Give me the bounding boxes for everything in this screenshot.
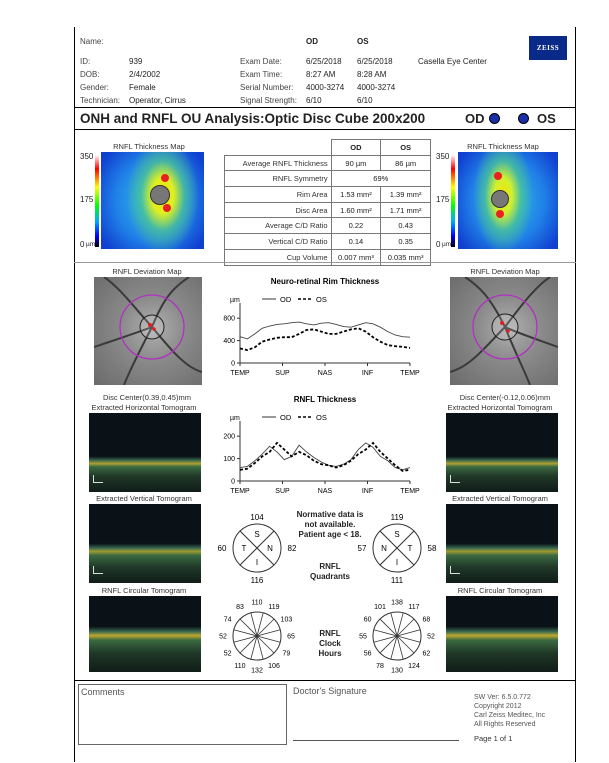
od-disc-marker <box>150 185 170 205</box>
od-hotspot-superior <box>161 174 169 182</box>
clock-label-1: RNFL <box>319 629 341 638</box>
od-clock-hour-value: 106 <box>268 662 280 670</box>
rnfl-chart-ytick-label: 200 <box>223 433 235 441</box>
os-serial: 4000-3274 <box>357 83 396 92</box>
title-bottom-line <box>74 129 576 130</box>
rim-chart-legend-os: OS <box>316 295 327 304</box>
exam-time-label: Exam Time: <box>240 70 283 79</box>
os-circular-tomogram <box>446 596 558 672</box>
od-circular-tomogram-title: RNFL Circular Tomogram <box>101 586 187 595</box>
row-od: 0.007 mm³ <box>331 249 381 265</box>
od-clock-hour-value: 110 <box>234 662 246 670</box>
dob-value: 2/4/2002 <box>129 70 161 79</box>
rnfl-chart-xtick-label: NAS <box>317 488 333 495</box>
row-os: 86 µm <box>381 155 431 171</box>
center-name: Casella Eye Center <box>418 57 487 66</box>
os-clock-hour-value: 138 <box>391 599 403 607</box>
od-clock-hour-value: 79 <box>282 650 291 658</box>
sw-version: SW Ver: 6.5.0.772 <box>474 694 531 701</box>
os-clock-hour-value: 130 <box>391 667 403 675</box>
od-hotspot-inferior <box>163 204 171 212</box>
od-quad-value-s: 104 <box>250 513 264 522</box>
os-exam-date: 6/25/2018 <box>357 57 393 66</box>
os-signal: 6/10 <box>357 96 373 105</box>
row-name: Vertical C/D Ratio <box>225 234 332 250</box>
clock-label-2: Clock <box>319 639 341 648</box>
os-hotspot-superior <box>494 172 502 180</box>
rim-chart-title: Neuro-retinal Rim Thickness <box>270 277 380 286</box>
od-exam-date: 6/25/2018 <box>306 57 342 66</box>
row-od: 0.22 <box>331 218 381 234</box>
od-quad-letter-i: I <box>255 558 259 567</box>
row-name: RNFL Symmetry <box>225 171 332 187</box>
od-exam-time: 8:27 AM <box>306 70 336 79</box>
od-clock-hour-value: 119 <box>268 604 280 612</box>
od-thickness-map-title: RNFL Thickness Map <box>113 142 185 151</box>
os-clock-hour-value: 52 <box>427 633 435 641</box>
od-htomo-scale-icon <box>93 475 103 483</box>
comments-label: Comments <box>81 687 125 697</box>
od-quad-value-t: 60 <box>217 544 227 553</box>
od-column-header: OD <box>306 37 318 46</box>
divider-1 <box>74 262 576 263</box>
row-od: 1.60 mm² <box>331 202 381 218</box>
os-color-scale <box>451 155 455 247</box>
od-clock-hour-value: 132 <box>251 667 263 675</box>
rnfl-chart-series-od <box>240 443 410 470</box>
od-quad-letter-t: T <box>241 544 247 553</box>
od-clock-hour-value: 65 <box>287 633 295 641</box>
report-title: ONH and RNFL OU Analysis:Optic Disc Cube 200x200 <box>80 111 426 126</box>
od-scale-top: 350 <box>80 152 94 161</box>
rim-chart-xtick-label: TEMP <box>400 370 420 377</box>
table-corner <box>225 140 332 156</box>
od-vertical-tomogram <box>89 504 201 583</box>
rnfl-chart-legend-od: OD <box>280 413 292 422</box>
os-disc-center: Disc Center(-0.12,0.06)mm <box>459 393 551 402</box>
os-scale-top: 350 <box>436 152 450 161</box>
gender-value: Female <box>129 83 156 92</box>
measurement-table <box>224 139 431 266</box>
od-clock-hour-value: 110 <box>251 599 263 607</box>
row-os: 1.39 mm² <box>381 187 431 203</box>
rnfl-chart-legend-os: OS <box>316 413 327 422</box>
title-os: OS <box>537 111 556 126</box>
os-htomo-scale-icon <box>450 475 460 483</box>
rnfl-chart-ylabel: µm <box>230 415 240 422</box>
table-row <box>225 187 431 203</box>
os-deviation-overlay <box>450 277 558 385</box>
table-row <box>225 202 431 218</box>
row-os: 0.35 <box>381 234 431 250</box>
table-header-row <box>225 140 431 156</box>
os-quad-letter-s: S <box>394 530 400 539</box>
os-clock-hour-value: 68 <box>422 616 431 624</box>
technician-value: Operator, Cirrus <box>129 96 186 105</box>
row-name: Average RNFL Thickness <box>225 155 332 171</box>
od-vtomo-scale-icon <box>93 566 103 574</box>
os-horizontal-tomogram-title: Extracted Horizontal Tomogram <box>447 403 553 412</box>
od-vertical-tomogram-title: Extracted Vertical Tomogram <box>96 494 192 503</box>
os-quad-value-n: 58 <box>427 544 437 553</box>
normative-note-1: Normative data is <box>296 510 364 519</box>
id-value: 939 <box>129 57 143 66</box>
quadrants-label-2: Quadrants <box>309 572 350 581</box>
rim-chart-series-os <box>240 328 410 350</box>
rnfl-chart-series-os <box>240 443 410 471</box>
os-clock-hour-value: 101 <box>374 604 386 612</box>
row-name: Rim Area <box>225 187 332 203</box>
os-scale-bottom: 0 <box>436 240 441 249</box>
row-od: 90 µm <box>331 155 381 171</box>
signature-line <box>293 740 459 741</box>
signature-label: Doctor's Signature <box>293 686 367 696</box>
rim-thickness-chart <box>210 275 440 387</box>
table-col-os: OS <box>381 140 431 156</box>
row-name: Disc Area <box>225 202 332 218</box>
rim-chart-legend-od: OD <box>280 295 292 304</box>
dob-label: DOB: <box>80 70 100 79</box>
rim-chart-series-od <box>240 322 410 339</box>
od-scale-bottom: 0 <box>80 240 85 249</box>
rim-chart-ytick-label: 400 <box>223 338 235 346</box>
os-exam-time: 8:28 AM <box>357 70 387 79</box>
row-name: Cup Volume <box>225 249 332 265</box>
od-color-scale <box>95 155 99 247</box>
od-deviation-map <box>94 277 202 385</box>
row-os: 0.43 <box>381 218 431 234</box>
os-hotspot-inferior <box>496 210 504 218</box>
os-quad-value-t: 57 <box>357 544 367 553</box>
copyright: Copyright 2012 <box>474 703 522 710</box>
os-quad-letter-i: I <box>395 558 399 567</box>
rim-chart-xtick-label: TEMP <box>230 370 250 377</box>
rim-chart-xtick-label: INF <box>361 370 374 377</box>
clock-label-3: Hours <box>318 649 342 658</box>
rights: All Rights Reserved <box>474 721 536 728</box>
table-row <box>225 218 431 234</box>
os-vertical-tomogram <box>446 504 558 583</box>
os-disc-marker <box>491 190 509 208</box>
company: Carl Zeiss Meditec, Inc <box>474 712 546 719</box>
od-thickness-map <box>101 152 204 249</box>
rnfl-chart-ytick-label: 0 <box>231 478 235 486</box>
od-quad-value-n: 82 <box>287 544 297 553</box>
od-clock-hour-value: 74 <box>223 616 232 624</box>
row-os: 0.035 mm³ <box>381 249 431 265</box>
row-od: 1.53 mm² <box>331 187 381 203</box>
normative-note-3: Patient age < 18. <box>298 530 362 539</box>
os-vertical-tomogram-title: Extracted Vertical Tomogram <box>452 494 548 503</box>
od-deviation-map-title: RNFL Deviation Map <box>112 267 182 276</box>
os-column-header: OS <box>357 37 369 46</box>
od-clock-hour-value: 103 <box>280 616 293 624</box>
os-scale-mid: 175 <box>436 195 450 204</box>
os-scale-unit: µm <box>442 241 452 248</box>
os-eye-icon <box>518 113 529 124</box>
rnfl-thickness-chart <box>210 393 440 505</box>
rnfl-chart-xtick-label: TEMP <box>230 488 250 495</box>
od-quad-value-i: 116 <box>250 576 264 585</box>
exam-date-label: Exam Date: <box>240 57 282 66</box>
od-eye-icon <box>489 113 500 124</box>
id-label: ID: <box>80 57 91 66</box>
table-row <box>225 171 431 187</box>
od-serial: 4000-3274 <box>306 83 345 92</box>
normative-note-2: not available. <box>304 520 356 529</box>
rnfl-chart-xtick-label: SUP <box>275 488 290 495</box>
rnfl-chart-ytick-label: 100 <box>223 456 235 464</box>
os-clock-hour-value: 55 <box>359 633 367 641</box>
table-row <box>225 234 431 250</box>
os-quad-value-s: 119 <box>390 513 404 522</box>
od-signal: 6/10 <box>306 96 322 105</box>
table-row <box>225 155 431 171</box>
os-thickness-map-title: RNFL Thickness Map <box>467 142 539 151</box>
od-scale-mid: 175 <box>80 195 94 204</box>
os-quad-letter-t: N <box>381 544 387 553</box>
serial-label: Serial Number: <box>240 83 294 92</box>
os-clock-hour-value: 78 <box>376 662 384 670</box>
od-quad-letter-n: N <box>267 544 273 553</box>
os-deviation-map <box>450 277 558 385</box>
od-disc-center: Disc Center(0.39,0.45)mm <box>103 393 191 402</box>
od-clock-hour-value: 52 <box>223 650 232 658</box>
os-quad-value-i: 111 <box>390 576 404 585</box>
name-label: Name: <box>80 37 104 46</box>
table-col-od: OD <box>331 140 381 156</box>
od-deviation-overlay <box>94 277 202 385</box>
rim-chart-ylabel: µm <box>230 297 240 304</box>
title-od: OD <box>465 111 485 126</box>
rnfl-chart-xtick-label: TEMP <box>400 488 420 495</box>
zeiss-logo <box>529 36 567 60</box>
os-horizontal-tomogram <box>446 413 558 492</box>
od-circular-tomogram <box>89 596 201 672</box>
rim-chart-xtick-label: NAS <box>317 370 333 377</box>
os-clock-hour-value: 62 <box>422 650 431 658</box>
row-os: 1.71 mm² <box>381 202 431 218</box>
zeiss-logo-text: ZEISS <box>536 44 560 52</box>
os-circular-tomogram-title: RNFL Circular Tomogram <box>457 586 543 595</box>
rnfl-chart-title: RNFL Thickness <box>293 395 357 404</box>
title-top-line <box>74 107 576 108</box>
os-quad-letter-n: T <box>407 544 413 553</box>
footer-line <box>74 680 576 681</box>
od-clock-hour-value: 52 <box>219 633 227 641</box>
rim-chart-ytick-label: 0 <box>231 360 235 368</box>
page-number: Page 1 of 1 <box>474 734 513 743</box>
od-quad-letter-s: S <box>254 530 260 539</box>
os-thickness-map <box>458 152 558 249</box>
os-clock-hour-value: 60 <box>363 616 372 624</box>
od-clock-hour-value: 83 <box>236 604 244 612</box>
os-vtomo-scale-icon <box>450 566 460 574</box>
gender-label: Gender: <box>80 83 109 92</box>
rim-chart-xtick-label: SUP <box>275 370 290 377</box>
technician-label: Technician: <box>80 96 121 105</box>
od-scale-unit: µm <box>86 241 96 248</box>
quadrants-label-1: RNFL <box>319 562 341 571</box>
rim-chart-ytick-label: 800 <box>223 315 235 323</box>
os-clock-hour-value: 124 <box>408 662 420 670</box>
od-horizontal-tomogram-title: Extracted Horizontal Tomogram <box>91 403 197 412</box>
signal-label: Signal Strength: <box>240 96 297 105</box>
row-od: 0.14 <box>331 234 381 250</box>
row-both: 69% <box>331 171 430 187</box>
row-name: Average C/D Ratio <box>225 218 332 234</box>
os-deviation-map-title: RNFL Deviation Map <box>470 267 540 276</box>
rnfl-chart-xtick-label: INF <box>361 488 374 495</box>
os-clock-hour-value: 56 <box>363 650 372 658</box>
os-clock-hour-value: 117 <box>408 604 420 612</box>
od-horizontal-tomogram <box>89 413 201 492</box>
